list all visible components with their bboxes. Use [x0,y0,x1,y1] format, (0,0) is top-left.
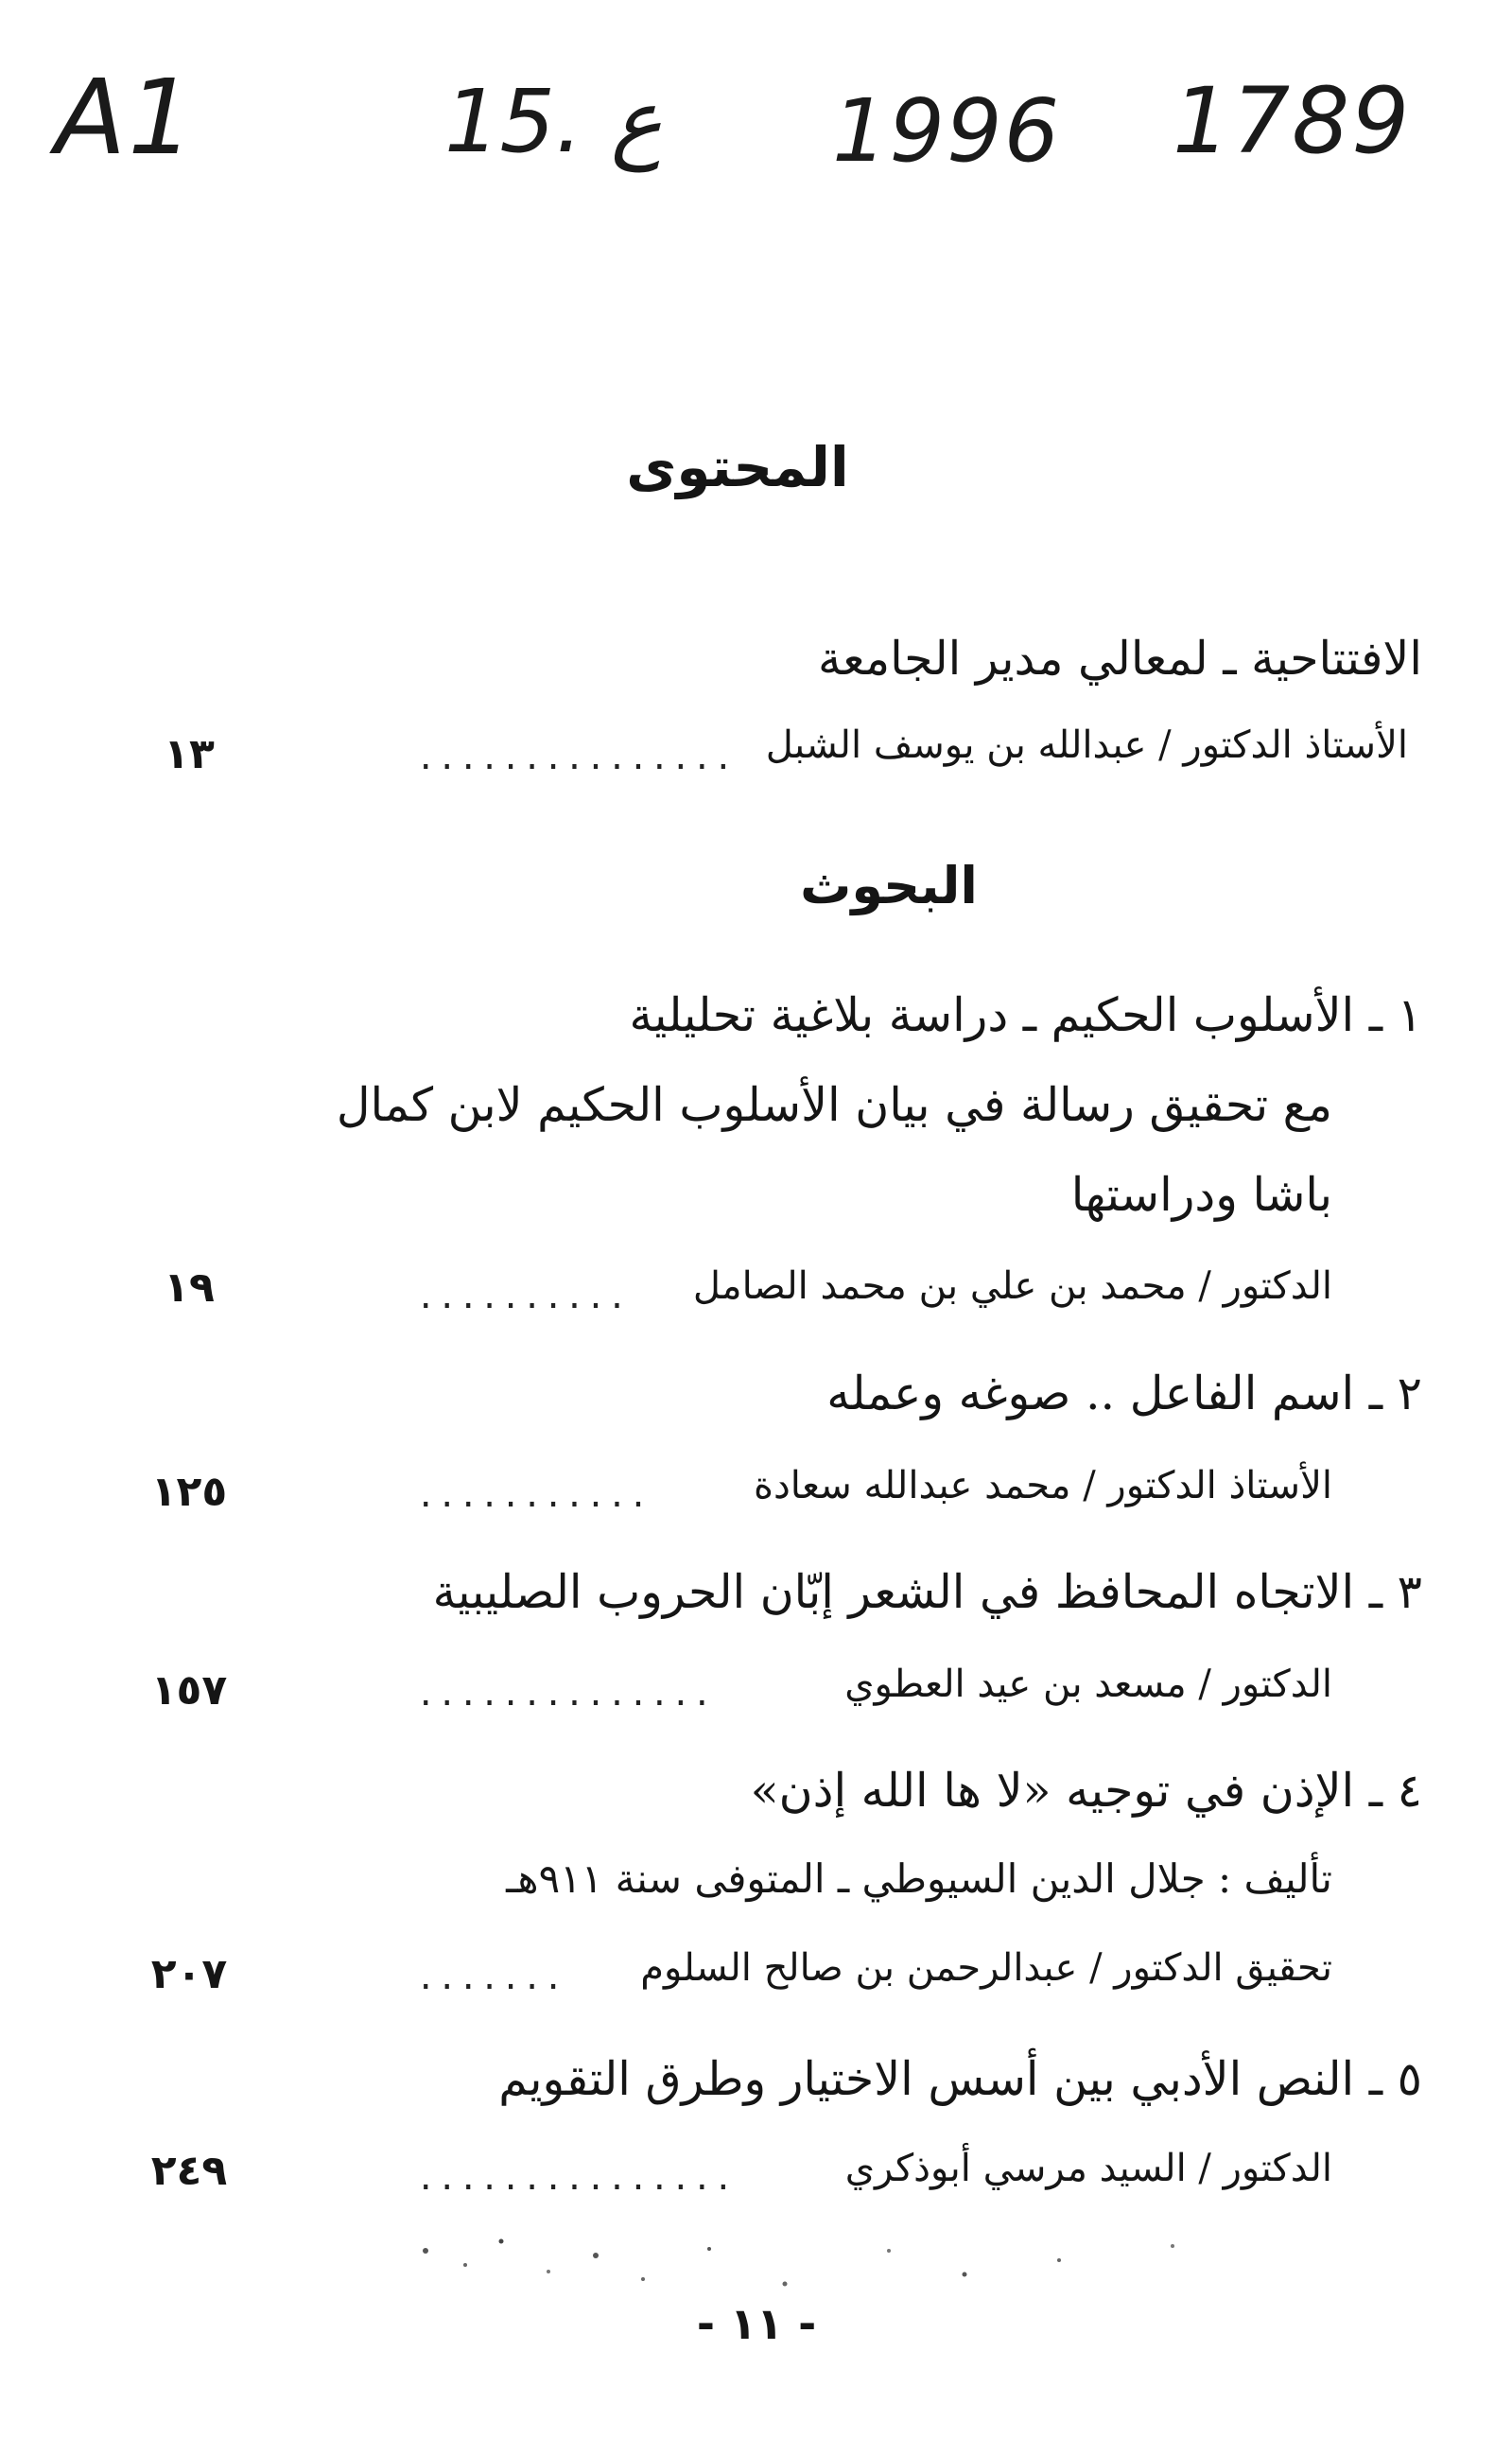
handwritten-year: 1996 [832,80,1062,182]
entry-2-title: ٢ ـ اسم الفاعل .. صوغه وعمله [826,1367,1422,1420]
entry-1-title-line-3: باشا ودراستها [1070,1168,1332,1222]
entry-4-page-number: ٢٠٧ [150,1950,228,1998]
research-heading: البحوث [800,856,978,915]
entry-2-author: الأستاذ الدكتور / محمد عبدالله سعادة [753,1464,1332,1507]
entry-5-author: الدكتور / السيد مرسي أبوذكري [844,2147,1332,2190]
entry-3-page-number: ١٥٧ [150,1666,228,1715]
entry-1-page-number: ١٩ [164,1263,215,1312]
opening-author: الأستاذ الدكتور / عبدالله بن يوسف الشبل [765,723,1408,767]
page-number-footer: - ١١ - [696,2298,817,2349]
contents-heading: المحتوى [626,435,849,499]
opening-leader: ............... [416,740,736,777]
entry-3-title: ٣ ـ الاتجاه المحافظ في الشعر إبّان الحروب الصليبية [432,1565,1422,1619]
entry-2-page-number: ١٢٥ [150,1468,228,1516]
entry-5-title: ٥ ـ النص الأدبي بين أسس الاختيار وطرق التقويم [498,2052,1422,2106]
entry-1-title-line-1: ١ ـ الأسلوب الحكيم ـ دراسة بلاغية تحليلية [629,988,1422,1042]
entry-4-subtitle: تأليف : جلال الدين السيوطي ـ المتوفى سنة ٩١١هـ [506,1855,1332,1902]
entry-3-author: الدكتور / مسعد بن عيد العطوي [844,1663,1332,1706]
entry-4-title: ٤ ـ الإذن في توجيه «لا ها الله إذن» [750,1764,1422,1818]
handwritten-mark: A1 [55,57,197,178]
entry-1-leader: .......... [416,1279,629,1316]
opening-page-number: ١٣ [164,730,215,778]
entry-3-leader: .............. [416,1676,714,1714]
handwritten-number: 1789 [1173,68,1412,174]
handwritten-part: 15. ع [444,71,663,172]
opening-title: الافتتاحية ـ لمعالي مدير الجامعة [818,632,1422,686]
entry-5-page-number: ٢٤٩ [150,2147,228,2195]
entry-1-title-line-2: مع تحقيق رسالة في بيان الأسلوب الحكيم لابن كمال [336,1078,1332,1132]
entry-2-leader: ........... [416,1477,651,1515]
entry-1-author: الدكتور / محمد بن علي بن محمد الصامل [692,1264,1332,1308]
entry-5-leader: ............... [416,2160,736,2198]
entry-4-leader: ....... [416,1959,565,1997]
scan-noise [397,2213,1229,2298]
entry-4-author: تحقيق الدكتور / عبدالرحمن بن صالح السلوم [640,1946,1332,1990]
